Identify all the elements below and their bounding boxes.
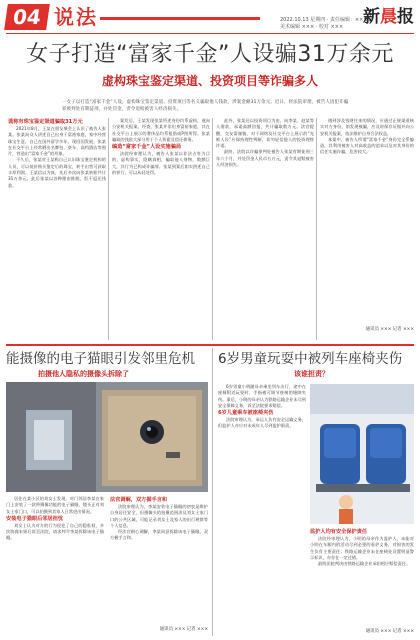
article-subhead: 安装电子猫眼后邻居担忧 [6,515,64,522]
logo-text: 新晨报 [363,7,414,27]
right-story-photo [310,384,414,524]
article-paragraph: 最终，法院以诈骗罪判处被告人张某有期徒刑三年六个月，并处罚金人民币五万元，责令其退赔被害人经济损失。 [216,149,314,168]
article-paragraph: 居住在某小区的刘女士发现，对门邻居李某在家门上安装了一款带摄像功能的电子猫眼，镜头正对刘女士家门口，可以拍摄到其家人日常进出情况。 [6,496,104,514]
column-divider [316,118,317,340]
section-number: 04 [4,4,50,30]
article-subhead: 谎称有珠宝鉴定渠道骗取31万元 [8,119,83,125]
section-name: 说法 [54,5,98,29]
article-paragraph: 6岁男童小明随母亲乘坐列车出行，途中在座椅附近玩耍时，手指被可调节座椅的缝隙夹伤。事后，小明的母亲认为铁路运输企业未尽到安全保障义务，诉至法院要求赔偿。 [218,384,306,408]
article-paragraph: 2021年8月，王某在朋友聚会上认识了被告人张某。张某向众人讲述自己出身于富裕家庭，家中经营珠宝生意，自己在国外留学多年，现回国发展。张某在社交平台上经常晒出名牌包、豪车、高档酒店等照片，营造出“富家千金”的形象。 [8,126,106,157]
column-divider [108,118,109,340]
top-story-byline: 通讯员 ××× 记者 ××× [365,327,414,332]
left-story-subheadline: 拍摄他人隐私的摄像头拆除了 [38,370,129,378]
article-paragraph: 法院审理认为，承运人负有安全运输义务，但监护人亦应对未成年人尽到监护职责。 [218,417,306,429]
article-paragraph: 遇到涉及钱财往来的情况，应通过正规渠道核实对方身份，如发现被骗，应及时保存证据并向公安机关报案，依法维护自身合法权益。 [320,118,414,136]
top-story-column-4 [320,118,414,318]
top-story-column-1 [8,118,106,340]
article-paragraph: 经法官耐心调解，李某同意拆除该电子猫眼，双方握手言和。 [110,529,208,541]
top-story-headline: 女子打造“富家千金”人设骗31万余元 [26,42,394,67]
section-bar [100,17,260,20]
article-paragraph: 此外，张某还以投资项目为由，向李某、赵某等人借款，承诺高额回报，共计骗取数万元。法官提醒，交友需谨慎，对于网络及社交平台上展示的“光鲜人设”应保持理性判断，切勿轻信他人的投资理财许诺。 [216,118,314,149]
article-paragraph: 法院审理认为，李某安装电子猫眼的初衷是维护自身居住安全，但摄像头的拍摄范围涉及刘女士家门口的公共区域，可能记录刘女士及家人的出行规律等个人信息。 [110,504,208,528]
newspaper-logo [358,4,414,30]
left-story-headline: 能摄像的电子猫眼引发邻里危机 [6,351,195,367]
right-story-subheadline: 该谁担责？ [294,370,329,378]
article-paragraph: 本案中，被告人所谓“富家千金”身份完全系编造，其利用被害人对高收益的追求以及对其身份的信任实施诈骗，危害较大。 [320,136,414,155]
article-subhead: 编造“富家千金”人设实施骗局 [112,144,182,151]
left-story-column-2 [110,496,208,620]
article-subhead: 法官调解，双方握手言和 [110,497,168,503]
editor-line: 美术编辑 ××× · 校对 ××× [280,24,344,30]
top-story-column-3 [216,118,314,340]
right-story-headline: 6岁男童玩耍中被列车座椅夹伤 [218,351,403,367]
top-story-column-2 [112,118,210,340]
right-story-byline: 通讯员 ××× 记者 ××× [365,629,414,634]
section-rule [6,344,414,346]
header-rule [6,33,414,34]
top-story-subheadline: 虚构珠宝鉴定渠道、投资项目等诈骗多人 [101,74,318,88]
article-subhead: 6岁儿童乘车被座椅夹伤 [218,410,274,417]
top-story-lead: 一女子以打造“富家千金”人设，虚构珠宝鉴定渠道、投资项目等名义骗取他人钱款，涉案金额31万余元。近日，经法院审理，被告人因犯诈骗罪被判处有期徒刑，并处罚金，责令退赔被害人经济损失。 [62,100,349,112]
issue-date: 2022.10.13 星期四 · 责任编辑：××× [280,17,368,23]
column-divider [212,348,213,636]
article-paragraph: 法院经审理认为，被告人张某以非法占有为目的，虚构事实、隐瞒真相，骗取他人财物，数额巨大，其行为已构成诈骗罪。张某到案后如实供述自己的罪行，可以从轻处罚。 [112,151,210,176]
article-paragraph: 最终法院判决由铁路运输企业承担相应赔偿责任。 [318,561,411,567]
article-paragraph: 刘女士认为对方的行为侵犯了自己的隐私权，多次协商未果后诉至法院，请求判令李某拆除该电子猫眼。 [6,522,104,541]
left-story-byline: 通讯员 ××× 记者 ××× [159,627,208,632]
right-story-column-1 [218,384,306,634]
column-divider [212,118,213,340]
right-story-column-2 [310,528,414,624]
left-story-column-1 [6,496,104,634]
article-paragraph: 案发后，王某发现张某所述身份均系虚构，遂向公安机关报案。经查，张某并非出身富裕家庭，其在社交平台上展示的奢侈品均系租借或P图所得。张某骗取的钱款大部分用于个人挥霍及偿还债务。 [112,118,210,142]
article-paragraph: 法院经审理认为，小明的母亲作为监护人，未能对小明在车厢内的活动尽到必要的看护义务，对损害的发生负有主要责任；铁路运输企业未在座椅处设置明显警示标识，亦存在一定过错。 [310,536,414,560]
article-paragraph: 不久后，张某对王某称自己认识珠宝鉴定机构的人员，可以低价购买鉴定后的珠宝，转手出售可获取丰厚利润。王某信以为真，先后多次向张某转账共计31万余元。此后张某以各种理由推脱，拒不返还钱款。 [8,157,106,188]
left-story-photo [6,382,208,492]
article-subhead: 监护人均有安全保护责任 [310,529,368,535]
